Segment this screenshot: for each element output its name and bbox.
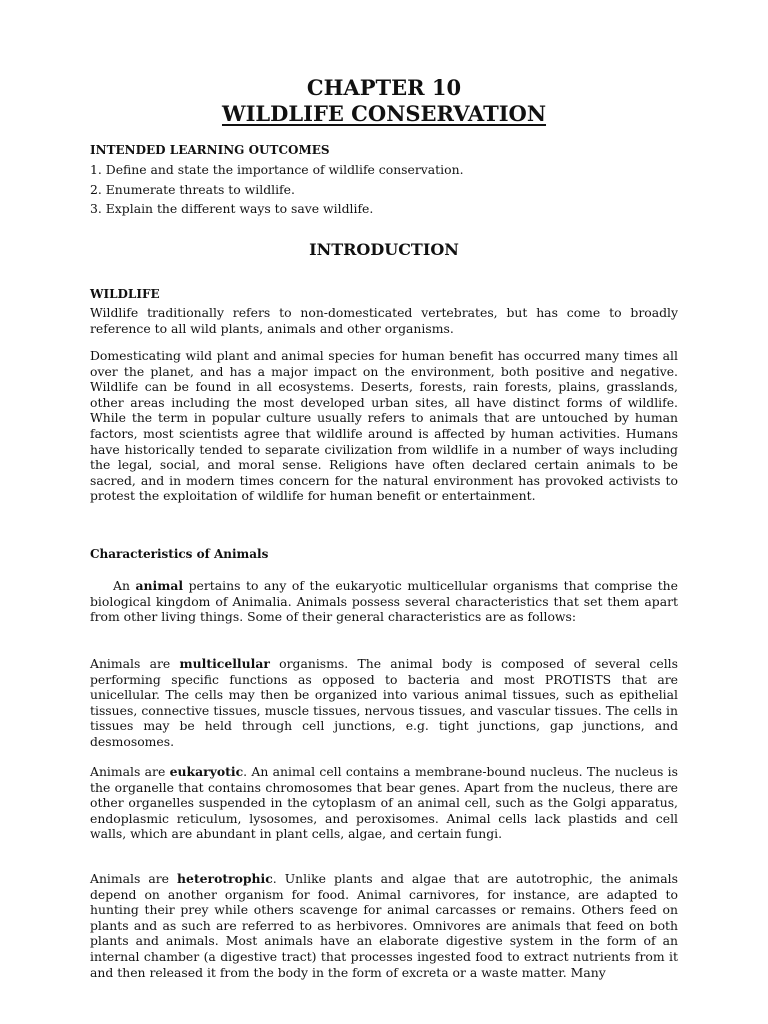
outcome-item: 3. Explain the different ways to save wildlife. [90,201,374,216]
key-term: animal [135,578,184,593]
paragraph-text: pertains to any of the eukaryotic multicellular organisms that comprise the biological kingdom of Animalia. Animals possess several characteristics that set them apart from other living things. Some of their general characteristics are as follows: [90,578,678,625]
key-term: eukaryotic [169,764,244,779]
eukaryotic-paragraph [90,764,678,842]
multicellular-paragraph [90,656,678,750]
outcome-item: 2. Enumerate threats to wildlife. [90,181,295,197]
chapter-title: WILDLIFE CONSERVATION [221,101,547,126]
introduction-heading: INTRODUCTION [309,240,459,259]
paragraph-text: . An animal cell contains a membrane-bound nucleus. The nucleus is the organelle that contains chromosomes that bear genes. Apart from the nucleus, there are other organelles suspended in the cytoplasm of an animal cell, such as the Golgi apparatus, endoplasmic reticulum, lysosomes, and peroxisomes. Animal cells lack plastids and cell walls, which are abundant in plant cells, algae, and certain fungi. [90,764,679,842]
heterotrophic-paragraph [90,871,678,980]
paragraph-text: Animals are [90,656,180,671]
characteristics-heading: Characteristics of Animals [90,547,269,561]
animal-definition-paragraph [90,578,678,625]
paragraph-text: . Unlike plants and algae that are autotrophic, the animals depend on another organism for food. Animal carnivores, for instance, are adapted to hunting their prey while others scavenge for animal carcasses or remains. Others feed on plants and as such are referred to as herbivores. Omnivores are animals that feed on both plants and animals. Most animals have an elaborate digestive system in the form of an internal chamber (a digestive tract) that processes ingested food to extract nutrients from it and then released it from the body in the form of excreta or a waste matter. Many [90,871,678,980]
outcomes-heading: INTENDED LEARNING OUTCOMES [90,143,330,157]
wildlife-heading: WILDLIFE [90,287,160,301]
key-term: heterotrophic [177,871,273,886]
paragraph-text: Animals are [90,871,178,886]
wildlife-paragraph: Wildlife traditionally refers to non-domesticated vertebrates, but has come to broadly reference to all wild plants, animals and other organisms. [90,305,678,336]
paragraph-text: organisms. The animal body is composed of several cells performing specific functions as opposed to bacteria and most PROTISTS that are unicellular. The cells may then be organized into various animal tissues, such as epithelial tissues, connective tissues, muscle tissues, nervous tissues, and vascular tissues. The cells in tissues may be held through cell junctions, e.g. tight junctions, gap junctions, and desmosomes. [90,656,678,749]
chapter-number: CHAPTER 10 [306,75,462,100]
outcomes-list [90,160,464,219]
paragraph-text: Animals are [90,764,170,779]
domestication-paragraph: Domesticating wild plant and animal species for human benefit has occurred many times all over the planet, and has a major impact on the environment, both positive and negative. Wildlife can be found in all ecosystems. Deserts, forests, rain forests, plains, grasslands, other areas including the most developed urban sites, all have distinct forms of wildlife. While the term in popular culture usually refers to animals that are untouched by human factors, most scientists agree that wildlife around is affected by human activities. Humans have historically tended to separate civilization from wildlife in a number of ways including the legal, social, and moral sense. Religions have often declared certain animals to be sacred, and in modern times concern for the natural environment has provoked activists to protest the exploitation of wildlife for human benefit or entertainment. [90,348,678,504]
key-term: multicellular [179,656,270,671]
outcome-item: 1. Define and state the importance of wildlife conservation. [90,162,464,177]
paragraph-text: An [113,578,136,593]
